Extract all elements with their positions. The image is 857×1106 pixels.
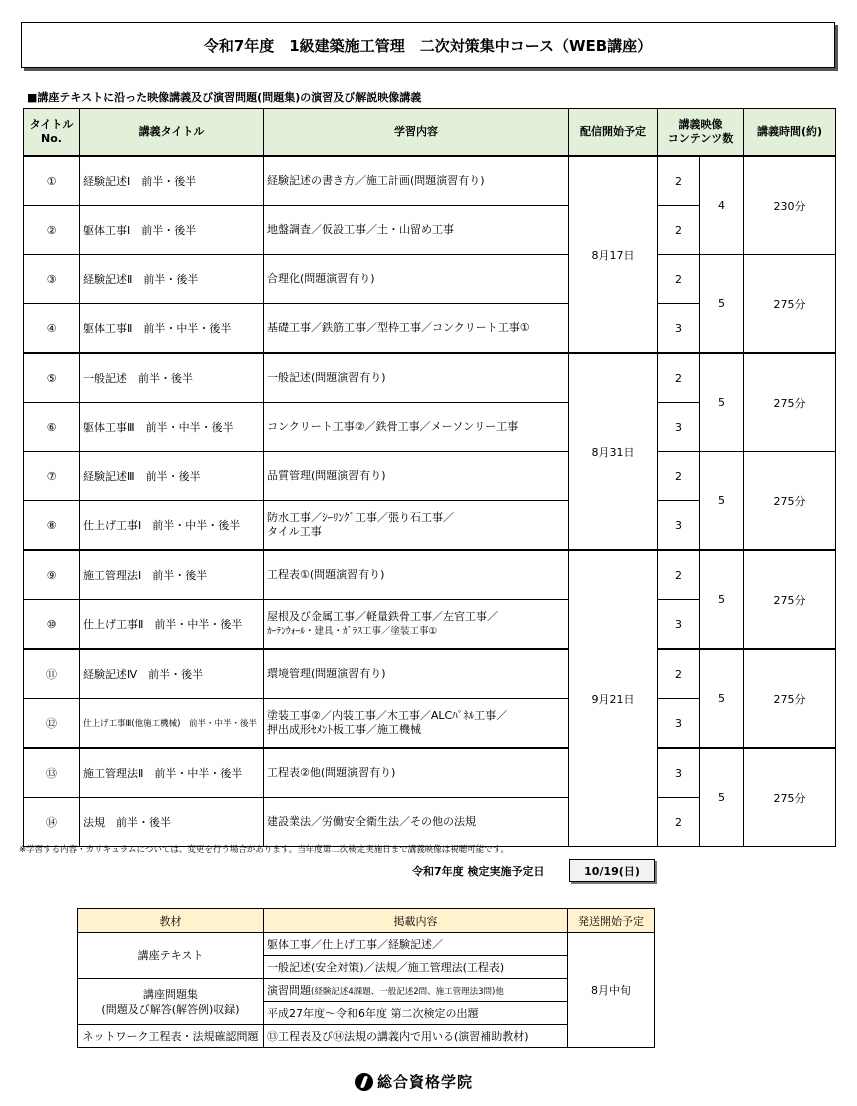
row-title: 躯体工事Ⅰ 前半・後半	[80, 206, 264, 255]
row-no: ④	[24, 304, 80, 354]
contents-count: 5	[700, 452, 744, 551]
material-content-main: 演習問題	[267, 984, 311, 997]
header-start: 配信開始予定	[569, 109, 658, 157]
header-contents-line2: コンテンツ数	[667, 132, 734, 145]
ship-date: 8月中旬	[568, 933, 655, 1048]
row-title: 躯体工事Ⅱ 前半・中半・後半	[80, 304, 264, 354]
row-count: 3	[658, 304, 700, 354]
lecture-time: 275分	[744, 353, 836, 452]
row-no: ⑪	[24, 649, 80, 699]
row-count: 2	[658, 798, 700, 847]
row-no: ⑨	[24, 550, 80, 600]
start-date: 8月31日	[569, 353, 658, 550]
brand-logo	[355, 1071, 473, 1092]
row-title: 仕上げ工事Ⅰ 前半・中半・後半	[80, 501, 264, 551]
materials-header-name: 教材	[78, 909, 264, 933]
row-title: 一般記述 前半・後半	[80, 353, 264, 403]
row-no: ⑫	[24, 699, 80, 749]
table-row	[24, 353, 836, 403]
row-no: ①	[24, 156, 80, 206]
row-content: 一般記述(問題演習有り)	[264, 353, 569, 403]
exam-label: 令和7年度 検定実施予定日	[412, 865, 545, 878]
row-title: 躯体工事Ⅲ 前半・中半・後半	[80, 403, 264, 452]
row-content-line2: タイル工事	[267, 525, 322, 538]
row-count: 2	[658, 550, 700, 600]
contents-count: 5	[700, 748, 744, 847]
contents-count: 5	[700, 550, 744, 649]
contents-count: 5	[700, 255, 744, 354]
materials-header-date: 発送開始予定	[568, 909, 655, 933]
header-contents	[658, 109, 744, 157]
row-title: 経験記述Ⅰ 前半・後半	[80, 156, 264, 206]
section-label: ■講座テキストに沿った映像講義及び演習問題(問題集)の演習及び解説映像講義	[27, 91, 422, 104]
row-no: ③	[24, 255, 80, 304]
row-no: ⑦	[24, 452, 80, 501]
row-count: 3	[658, 699, 700, 749]
material-content: 躯体工事／仕上げ工事／経験記述／	[264, 933, 568, 956]
row-content: 工程表②他(問題演習有り)	[264, 748, 569, 798]
start-date: 8月17日	[569, 156, 658, 353]
materials-header-content: 掲載内容	[264, 909, 568, 933]
row-content: コンクリート工事②／鉄骨工事／メーソンリー工事	[264, 403, 569, 452]
row-title: 施工管理法Ⅰ 前半・後半	[80, 550, 264, 600]
row-title: 施工管理法Ⅱ 前半・中半・後半	[80, 748, 264, 798]
row-count: 2	[658, 206, 700, 255]
row-content	[264, 600, 569, 650]
contents-count: 5	[700, 353, 744, 452]
row-no: ②	[24, 206, 80, 255]
start-date: 9月21日	[569, 550, 658, 847]
table-row	[24, 255, 836, 304]
table-row	[24, 550, 836, 600]
material-problem-name-line1: 講座問題集	[143, 987, 198, 1001]
row-count: 2	[658, 649, 700, 699]
header-content: 学習内容	[264, 109, 569, 157]
logo-text: 総合資格学院	[377, 1073, 474, 1091]
material-problem-name-line2: (問題及び解答(解答例)収録)	[101, 1002, 240, 1016]
row-content-line1: 屋根及び金属工事／軽量鉄骨工事／左官工事／	[267, 609, 498, 623]
row-content: 工程表①(問題演習有り)	[264, 550, 569, 600]
row-count: 3	[658, 403, 700, 452]
material-content	[264, 979, 568, 1002]
contents-count: 5	[700, 649, 744, 748]
row-no: ⑭	[24, 798, 80, 847]
row-no: ⑧	[24, 501, 80, 551]
materials-table	[77, 908, 655, 1048]
row-no: ⑥	[24, 403, 80, 452]
header-title: 講義タイトル	[80, 109, 264, 157]
row-content: 合理化(問題演習有り)	[264, 255, 569, 304]
lecture-time: 275分	[744, 748, 836, 847]
table-row	[24, 452, 836, 501]
lecture-table	[23, 108, 836, 847]
row-content: 建設業法／労働安全衛生法／その他の法規	[264, 798, 569, 847]
row-count: 3	[658, 501, 700, 551]
row-content: 品質管理(問題演習有り)	[264, 452, 569, 501]
table-header-row	[24, 109, 836, 157]
row-content-line1: 防水工事／ｼｰﾘﾝｸﾞ工事／張り石工事／	[267, 511, 454, 524]
row-title: 仕上げ工事Ⅱ 前半・中半・後半	[80, 600, 264, 650]
row-content-line2: 押出成形ｾﾒﾝﾄ板工事／施工機械	[267, 723, 421, 736]
footnote: ※学習する内容・カリキュラムについては、変更を行う場合があります。当年度第二次検定実施日まで講義映像は視聴可能です。	[19, 845, 510, 855]
row-content: 経験記述の書き方／施工計画(問題演習有り)	[264, 156, 569, 206]
material-network-name: ネットワーク工程表・法規確認問題	[78, 1025, 264, 1048]
lecture-time: 230分	[744, 156, 836, 255]
row-count: 2	[658, 156, 700, 206]
table-row	[24, 649, 836, 699]
row-no: ⑬	[24, 748, 80, 798]
materials-header-row	[78, 909, 655, 933]
row-count: 2	[658, 255, 700, 304]
material-text-name: 講座テキスト	[78, 933, 264, 979]
header-no: タイトルNo.	[24, 109, 80, 157]
exam-date: 10/19(日)	[569, 859, 655, 882]
row-count: 3	[658, 600, 700, 650]
table-row	[24, 748, 836, 798]
materials-row	[78, 933, 655, 956]
row-title: 経験記述Ⅲ 前半・後半	[80, 452, 264, 501]
row-content	[264, 501, 569, 551]
page-title: 令和7年度 1級建築施工管理 二次対策集中コース（WEB講座）	[21, 22, 835, 68]
header-time: 講義時間(約)	[744, 109, 836, 157]
row-no: ⑩	[24, 600, 80, 650]
logo-icon	[355, 1073, 373, 1091]
material-content: 平成27年度～令和6年度 第二次検定の出題	[264, 1002, 568, 1025]
row-content-line2: ｶｰﾃﾝｳｫｰﾙ・建具・ｶﾞﾗｽ工事／塗装工事①	[267, 625, 438, 637]
material-content: ⑬工程表及び⑭法規の講義内で用いる(演習補助教材)	[264, 1025, 568, 1048]
lecture-time: 275分	[744, 452, 836, 551]
row-content: 地盤調査／仮設工事／土・山留め工事	[264, 206, 569, 255]
material-problem-name	[78, 979, 264, 1025]
row-no: ⑤	[24, 353, 80, 403]
lecture-time: 275分	[744, 255, 836, 354]
lecture-time: 275分	[744, 649, 836, 748]
row-content: 基礎工事／鉄筋工事／型枠工事／コンクリート工事①	[264, 304, 569, 354]
table-row	[24, 156, 836, 206]
row-title: 法規 前半・後半	[80, 798, 264, 847]
row-title: 経験記述Ⅱ 前半・後半	[80, 255, 264, 304]
header-contents-line1: 講義映像	[678, 118, 723, 131]
row-content: 環境管理(問題演習有り)	[264, 649, 569, 699]
row-count: 3	[658, 748, 700, 798]
material-content-detail: (経験記述4課題、一般記述2問、施工管理法3問)他	[311, 987, 504, 997]
row-count: 2	[658, 452, 700, 501]
row-content-line1: 塗装工事②／内装工事／木工事／ALCﾊﾟﾈﾙ工事／	[267, 709, 508, 722]
row-title: 仕上げ工事Ⅲ(他施工機械) 前半・中半・後半	[80, 699, 264, 749]
material-content: 一般記述(安全対策)／法規／施工管理法(工程表)	[264, 956, 568, 979]
lecture-time: 275分	[744, 550, 836, 649]
row-content	[264, 699, 569, 749]
contents-count: 4	[700, 156, 744, 255]
row-title: 経験記述Ⅳ 前半・後半	[80, 649, 264, 699]
row-count: 2	[658, 353, 700, 403]
